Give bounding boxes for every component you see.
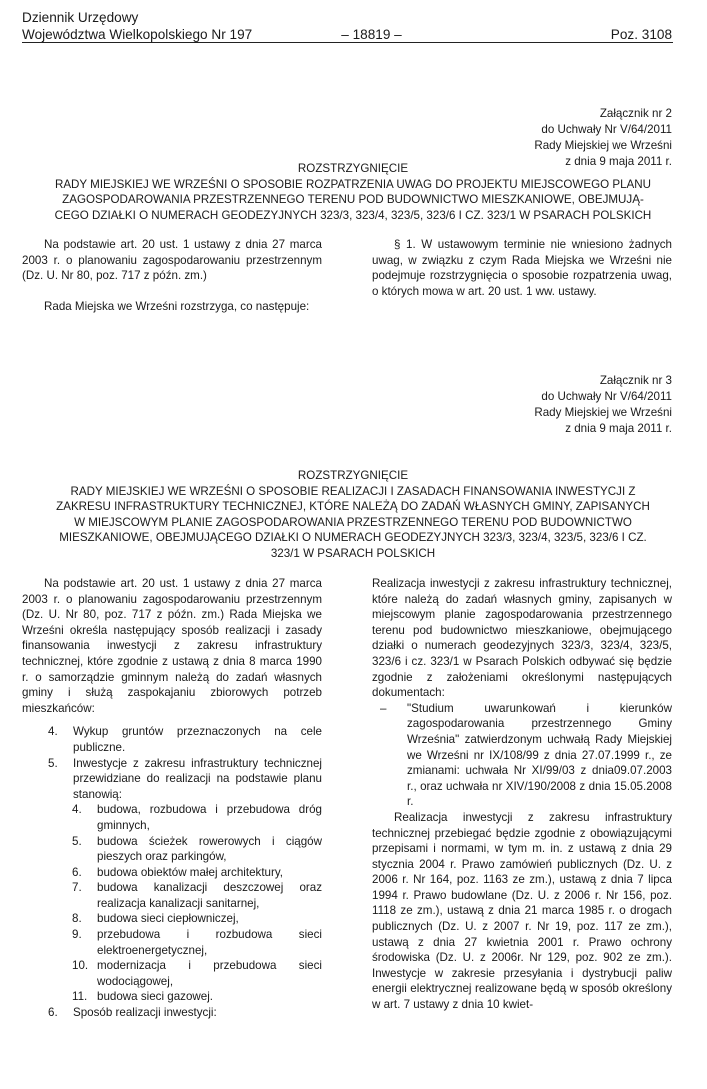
paragraph: Na podstawie art. 20 ust. 1 ustawy z dnia 27 marca 2003 r. o planowaniu zagospodarowaniu przestrzennym (Dz. U. Nr 80, poz. 717 z późn. zm.) (22, 238, 322, 283)
list-text: przebudowa i rozbudowa sieci elektroenergetycznej, (97, 928, 322, 957)
list-item (48, 756, 322, 803)
paragraph: Realizacja inwestycji z zakresu infrastruktury technicznej, które należą do zadań własnych gminy, zapisanych w miejscowym planie zagospodarowania przestrzennego terenu pod budownictwo mieszkaniowe, obejmującego działki o numerach geodezyjnych 323/3, 323/4, 323/5, 323/6 i cz. 323/1 w Psarach Polskich odbywać się będzie zgodnie z założeniami określonymi następujących dokumentach: (372, 577, 672, 700)
list-text: Inwestycje z zakresu infrastruktury technicznej przewidziane do realizacji na podstawie planu stanowią: (73, 756, 322, 801)
list-item (72, 989, 322, 1005)
annex-line: Rady Miejskiej we Wrześni (534, 139, 672, 152)
list-number: 6. (48, 1006, 58, 1020)
list-text: budowa sieci ciepłowniczej, (97, 912, 239, 926)
paragraph: Rada Miejska we Wrześni rozstrzyga, co następuje: (44, 299, 310, 313)
paragraph: Na podstawie art. 20 ust. 1 ustawy z dnia 27 marca 2003 r. o planowaniu zagospodarowaniu przestrzennym (Dz. U. Nr 80, poz. 717 z późn. zm.) Rada Miejska we Wrześni określa następujący sposób realizacji i zasady finansowania inwestycji z zakresu infrastruktury technicznej, które zgodnie z ustawą z dnia 8 marca 1990 r. o samorządzie gminnym należą do zadań własnych gminy i służą zaspokajaniu zbiorowych potrzeb mieszkańców: (22, 577, 322, 715)
list-text: budowa obiektów małej architektury, (97, 865, 284, 879)
section-subtitle-line: RADY MIEJSKIEJ WE WRZEŚNI O SPOSOBIE ROZPATRZENIA UWAG DO PROJEKTU MIEJSCOWEGO PLANU (54, 177, 652, 191)
list-number: 7. (72, 881, 82, 895)
section-subtitle-line: W MIEJSCOWYM PLANIE ZAGOSPODAROWANIA PRZESTRZENNEGO TERENU POD BUDOWNICTWO (74, 515, 632, 529)
list-item (72, 958, 322, 989)
sub-list (22, 802, 322, 1005)
annex-line: z dnia 9 maja 2011 r. (565, 422, 672, 435)
annex-line: Załącznik nr 3 (599, 374, 672, 387)
section-2-title (20, 468, 686, 561)
dash-marker: – (380, 701, 387, 715)
paragraph: Realizacja inwestycji z zakresu infrastruktury technicznej przebiegać będzie zgodnie z obowiązującymi przepisami i normami, w tym m. in. z ustawą z dnia 29 stycznia 2004 r. Prawo zamówień publicznych (Dz. U. z 2006 r. Nr 164, poz. 1163 ze zm.), ustawą z dnia 7 lipca 1994 r. Prawo budowlane (Dz. U. z 2006 r. Nr 156, poz. 1118 ze zm.), ustawą z dnia 21 marca 1985 r. o drogach publicznych (Dz. U. z 2007 r. Nr 19, poz. 117 ze zm.), ustawą z dnia 27 kwietnia 2001 r. Prawo ochrony środowiska (Dz. U. z 2006r. Nr 129, poz. 902 ze zm.). Inwestycje w zakresie przesyłania i dystrybucji paliw energii elektrycznej realizowane będą w sposób określony w art. 7 ustawy z dnia 10 kwiet- (372, 810, 672, 1012)
list-item (72, 927, 322, 958)
journal-title: Dziennik Urzędowy (22, 10, 139, 25)
list-number: 6. (72, 865, 82, 879)
annex-3-reference (534, 373, 672, 437)
header-row (22, 26, 672, 43)
voivodeship-issue: Województwa Wielkopolskiego Nr 197 (22, 27, 253, 42)
list-text: modernizacja i przebudowa sieci wodociągowej, (97, 959, 322, 988)
list-item (72, 911, 322, 927)
section-subtitle-line: ZAGOSPODAROWANIA PRZESTRZENNEGO TERENU POD BUDOWNICTWO MIESZKANIOWE, OBEJMUJĄ- (62, 193, 644, 206)
section-heading: ROZSTRZYGNIĘCIE (297, 469, 409, 482)
section-subtitle-line: RADY MIEJSKIEJ WE WRZEŚNI O SPOSOBIE REALIZACJI I ZASADACH FINANSOWANIA INWESTYCJI Z (70, 484, 636, 498)
annex-line: Załącznik nr 2 (599, 107, 672, 120)
annex-line: do Uchwały Nr V/64/2011 (541, 123, 672, 136)
section-1-title (20, 161, 686, 223)
section-2-right-column (372, 576, 672, 1013)
list-item (72, 880, 322, 911)
header-rule (22, 42, 673, 43)
list-item (72, 802, 322, 833)
section-subtitle-line: CEGO DZIAŁKI O NUMERACH GEODEZYJNYCH 323/3, 323/4, 323/5, 323/6 I CZ. 323/1 W PSARACH POLSKICH (54, 208, 652, 222)
paragraph: § 1. W ustawowym terminie nie wniesiono żadnych uwag, w związku z czym Rada Miejska we Wrześni nie podejmuje rozstrzygnięcia o sposobie rozpatrzenia uwag, o których mowa w art. 20 ust. 1 ww. ustawy. (372, 238, 672, 298)
list-number: 11. (72, 990, 88, 1004)
list-number: 4. (72, 803, 82, 817)
list-text: Wykup gruntów przeznaczonych na cele publiczne. (73, 725, 322, 754)
list-number: 5. (48, 756, 58, 770)
list-item (48, 724, 322, 755)
list-text: budowa, rozbudowa i przebudowa dróg gminnych, (97, 803, 322, 832)
section-1-left-column (22, 237, 322, 314)
position-number: Poz. 3108 (610, 27, 672, 42)
list-text: Sposób realizacji inwestycji: (73, 1006, 217, 1020)
list-number: 4. (48, 725, 58, 739)
annex-line: Rady Miejskiej we Wrześni (534, 406, 672, 419)
list-text: budowa ścieżek rowerowych i ciągów pieszych oraz parkingów, (97, 834, 322, 864)
list-text: "Studium uwarunkowań i kierunków zagospodarowania przestrzennego Gminy Września" zatwierdzonym uchwałą Rady Miejskiej we Wrześni nr IX/108/99 z dnia 27.07.1999 r., ze zmianami: uchwała Nr XI/99/03 z dnia09.07.2003 r., oraz uchwała nr XIV/190/2008 z dnia 15.05.2008 r. (407, 701, 672, 809)
annex-line: do Uchwały Nr V/64/2011 (541, 390, 672, 403)
list-number: 9. (72, 928, 82, 942)
numbered-list (22, 724, 322, 802)
list-text: budowa kanalizacji deszczowej oraz realizacja kanalizacji sanitarnej, (97, 881, 322, 910)
section-subtitle-line: MIESZKANIOWE, OBEJMUJĄCEGO DZIAŁKI O NUMERACH GEODEZYJNYCH 323/3, 323/4, 323/5, 323/6 I CZ. (59, 531, 647, 544)
list-number: 5. (72, 834, 82, 848)
section-subtitle-line: ZAKRESU INFRASTRUKTURY TECHNICZNEJ, KTÓRE NALEŻĄ DO ZADAŃ WŁASNYCH GMINY, ZAPISANYCH (56, 500, 650, 513)
page-header (22, 9, 672, 43)
section-2-left-column (22, 576, 322, 1021)
page-number: – 18819 – (341, 27, 402, 42)
list-number: 8. (72, 912, 82, 926)
list-number: 10. (72, 959, 89, 973)
numbered-list-continued (22, 1005, 322, 1021)
list-item (72, 865, 322, 881)
annex-line: z dnia 9 maja 2011 r. (565, 155, 672, 168)
section-1-right-column (372, 237, 672, 299)
dash-list-item (372, 701, 672, 810)
section-subtitle-line: 323/1 W PSARACH POLSKICH (270, 546, 436, 560)
section-heading: ROZSTRZYGNIĘCIE (297, 162, 409, 175)
list-item (48, 1005, 322, 1021)
list-text: budowa sieci gazowej. (97, 990, 214, 1004)
list-item (72, 834, 322, 865)
